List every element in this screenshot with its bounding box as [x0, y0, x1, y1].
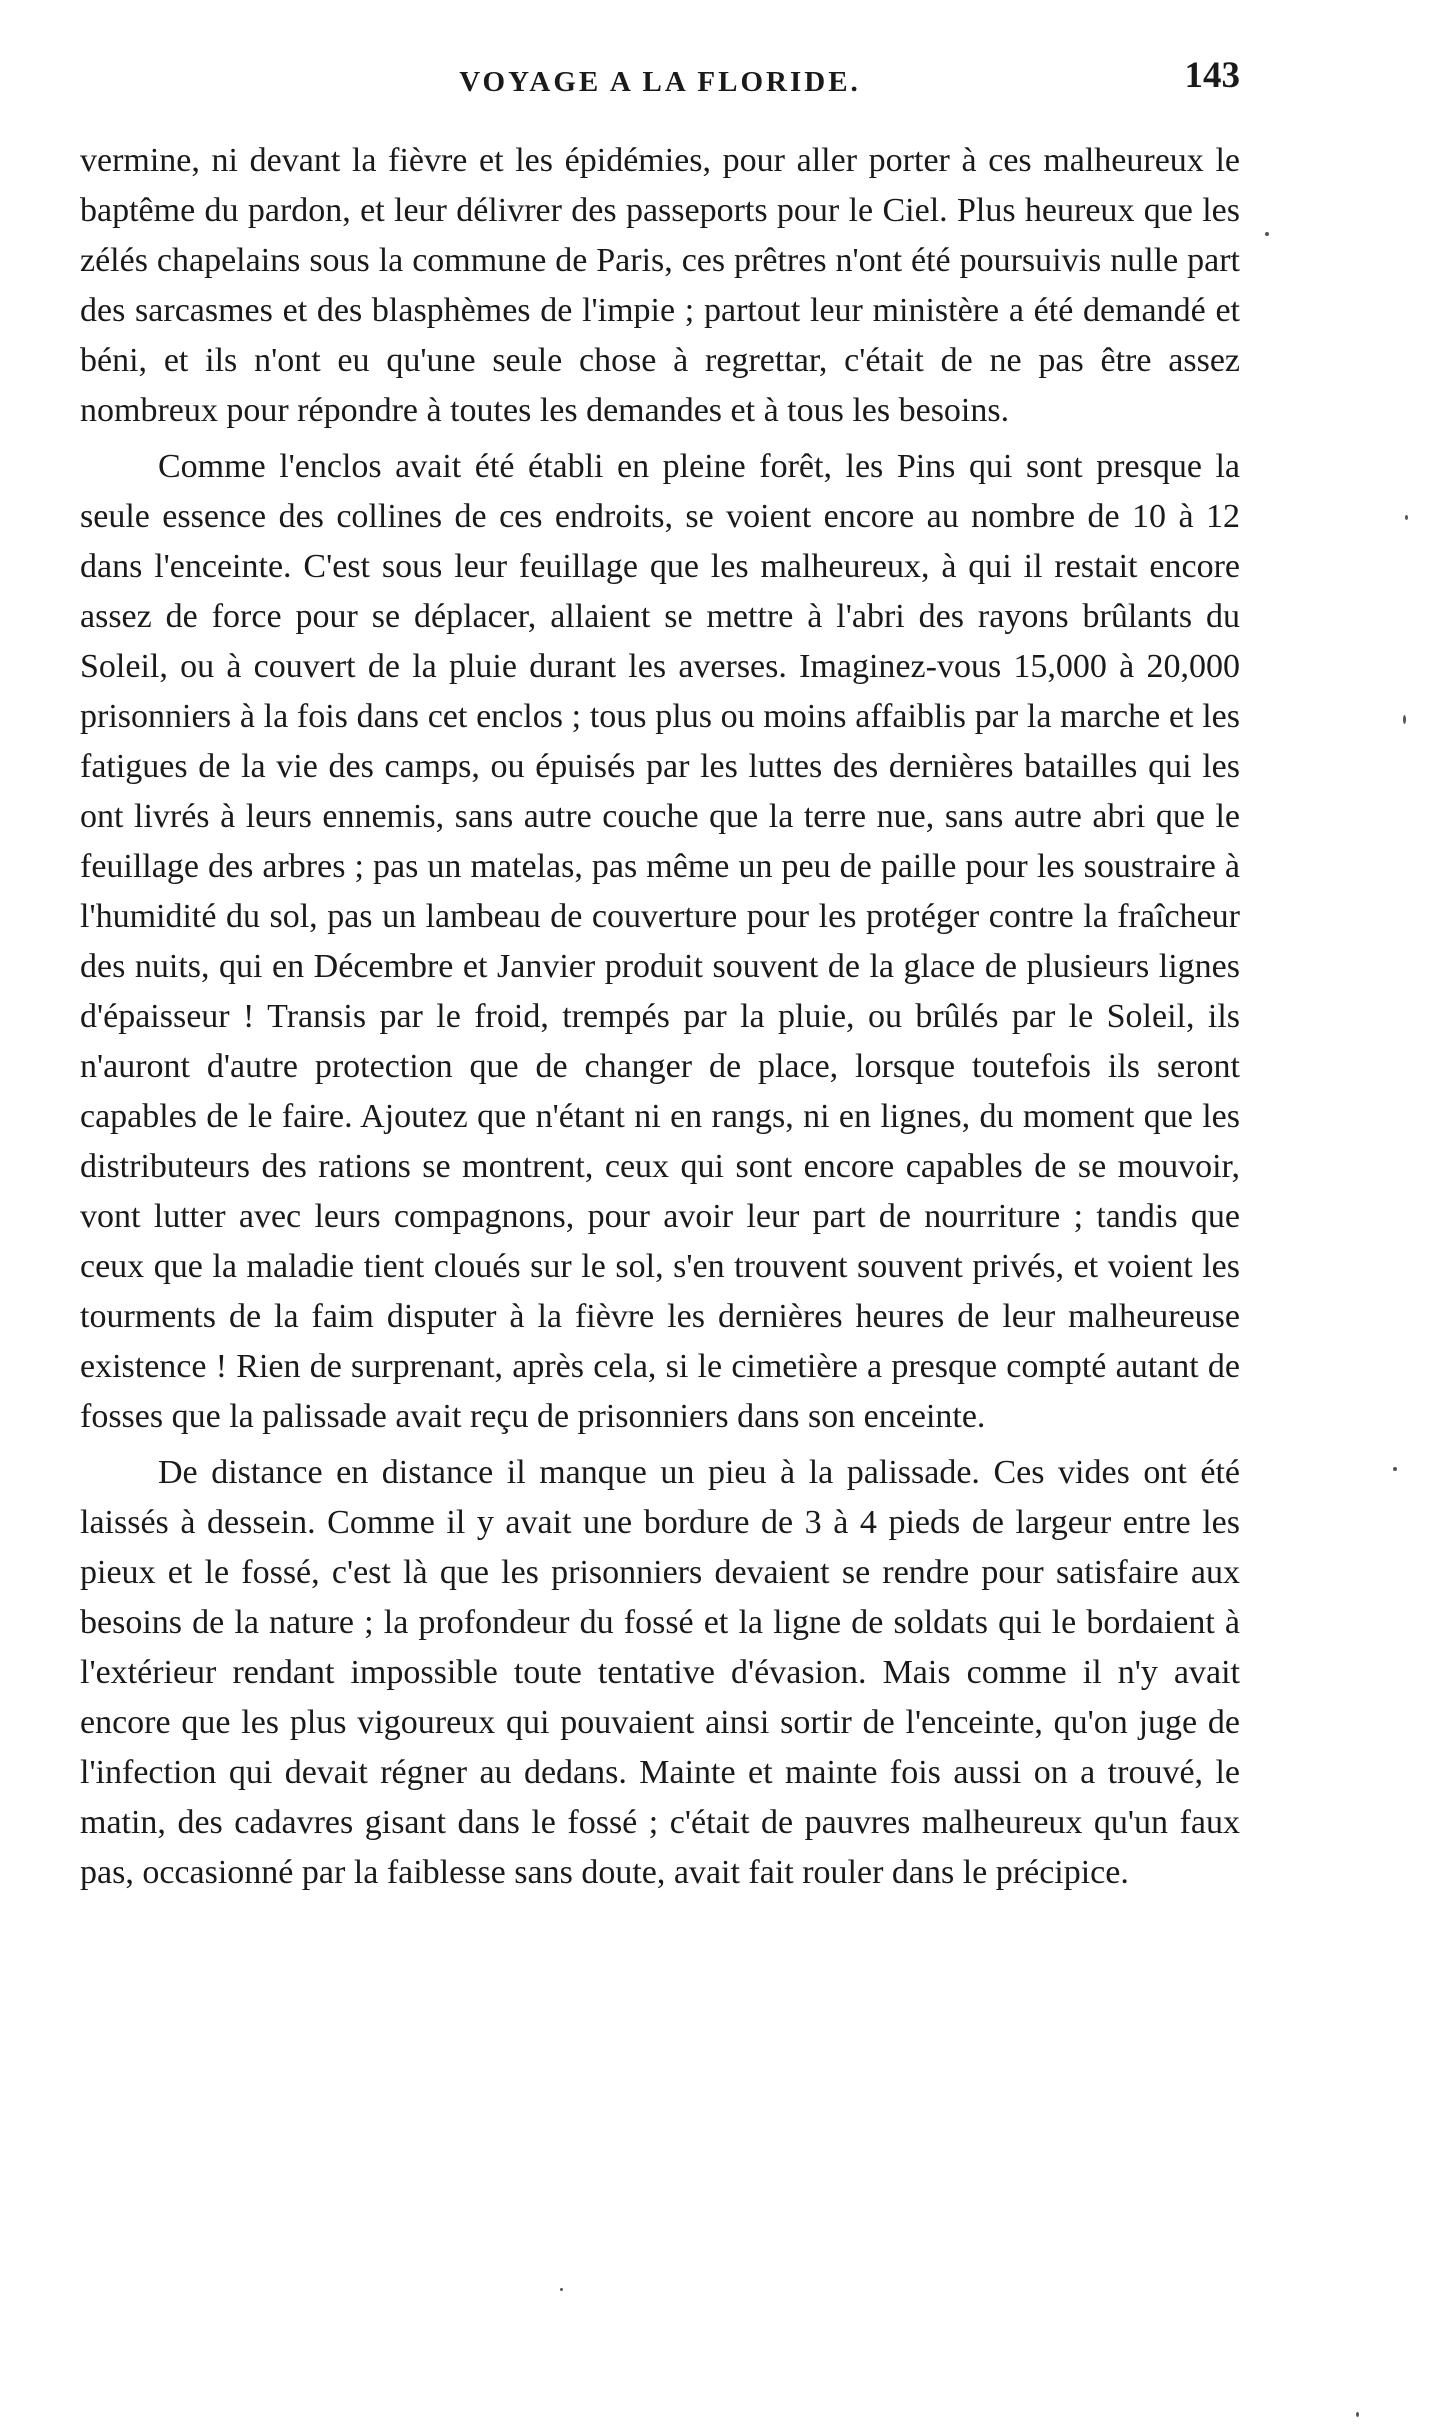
paragraph-enclosure: Comme l'enclos avait été établi en pleine forêt, les Pins qui sont presque la seule essence des collines de ces endroits, se voient encore au nombre de 10 à 12 dans l'enceinte. C'est sous leur feuillage que les malheureux, à qui il restait encore assez de force pour se déplacer, allaient se mettre à l'abri des rayons brûlants du Soleil, ou à couvert de la pluie durant les averses. Imaginez-vous 15,000 à 20,000 prisonniers à la fois dans cet enclos ; tous plus ou moins affaiblis par la marche et les fatigues de la vie des camps, ou épuisés par les luttes des dernières batailles qui les ont livrés à leurs ennemis, sans autre couche que la terre nue, sans autre abri que le feuillage des arbres ; pas un matelas, pas même un peu de paille pour les soustraire à l'humidité du sol, pas un lambeau de couverture pour les protéger contre la fraîcheur des nuits, qui en Décembre et Janvier produit souvent de la glace de plusieurs lignes d'épaisseur ! Transis par le froid, trempés par la pluie, ou brûlés par le Soleil, ils n'auront d'autre protection que de changer de place, lorsque toutefois ils seront capables de le faire. Ajoutez que n'étant ni en rangs, ni en lignes, du moment que les distributeurs des rations se montrent, ceux qui sont encore capables de se mouvoir, vont lutter avec leurs compagnons, pour avoir leur part de nourriture ; tandis que ceux que la maladie tient cloués sur le sol, s'en trouvent souvent privés, et voient les tourments de la faim disputer à la fièvre les dernières heures de leur malheureuse existence ! Rien de surprenant, après cela, si le cimetière a presque compté autant de fosses que la palissade avait reçu de prisonniers dans son enceinte. [80, 448, 1240, 1435]
margin-speck [1403, 715, 1406, 724]
margin-speck [1265, 232, 1269, 236]
margin-speck [1393, 1467, 1397, 1471]
paragraph-palisade: De distance en distance il manque un pieu à la palissade. Ces vides ont été laissés à dessein. Comme il y avait une bordure de 3 à 4 pieds de largeur entre les pieux et le fossé, c'est là que les prisonniers devaient se rendre pour satisfaire aux besoins de la nature ; la profondeur du fossé et la ligne de soldats qui le bordaient à l'extérieur rendant impossible toute tentative d'évasion. Mais comme il n'y avait encore que les plus vigoureux qui pouvaient ainsi sortir de l'enceinte, qu'on juge de l'infection qui devait régner au dedans. Mainte et mainte fois aussi on a trouvé, le matin, des cadavres gisant dans le fossé ; c'était de pauvres malheureux qu'un faux pas, occasionné par la faiblesse sans doute, avait fait rouler dans le précipice. [80, 1454, 1240, 1891]
paragraph-continuation: vermine, ni devant la fièvre et les épidémies, pour aller porter à ces malheureux le baptême du pardon, et leur délivrer des passeports pour le Ciel. Plus heureux que les zélés chapelains sous la commune de Paris, ces prêtres n'ont été poursuivis nulle part des sarcasmes et des blasphèmes de l'impie ; partout leur ministère a été demandé et béni, et ils n'ont eu qu'une seule chose à regrettar, c'était de ne pas être assez nombreux pour répondre à toutes les demandes et à tous les besoins. [80, 142, 1240, 429]
running-title: VOYAGE A LA FLORIDE. [459, 66, 861, 98]
body-text [80, 136, 1240, 1898]
margin-speck [1356, 2412, 1359, 2417]
running-header [80, 52, 1240, 112]
margin-speck [560, 2288, 563, 2291]
margin-speck [1405, 515, 1408, 520]
page-number: 143 [1184, 55, 1240, 96]
